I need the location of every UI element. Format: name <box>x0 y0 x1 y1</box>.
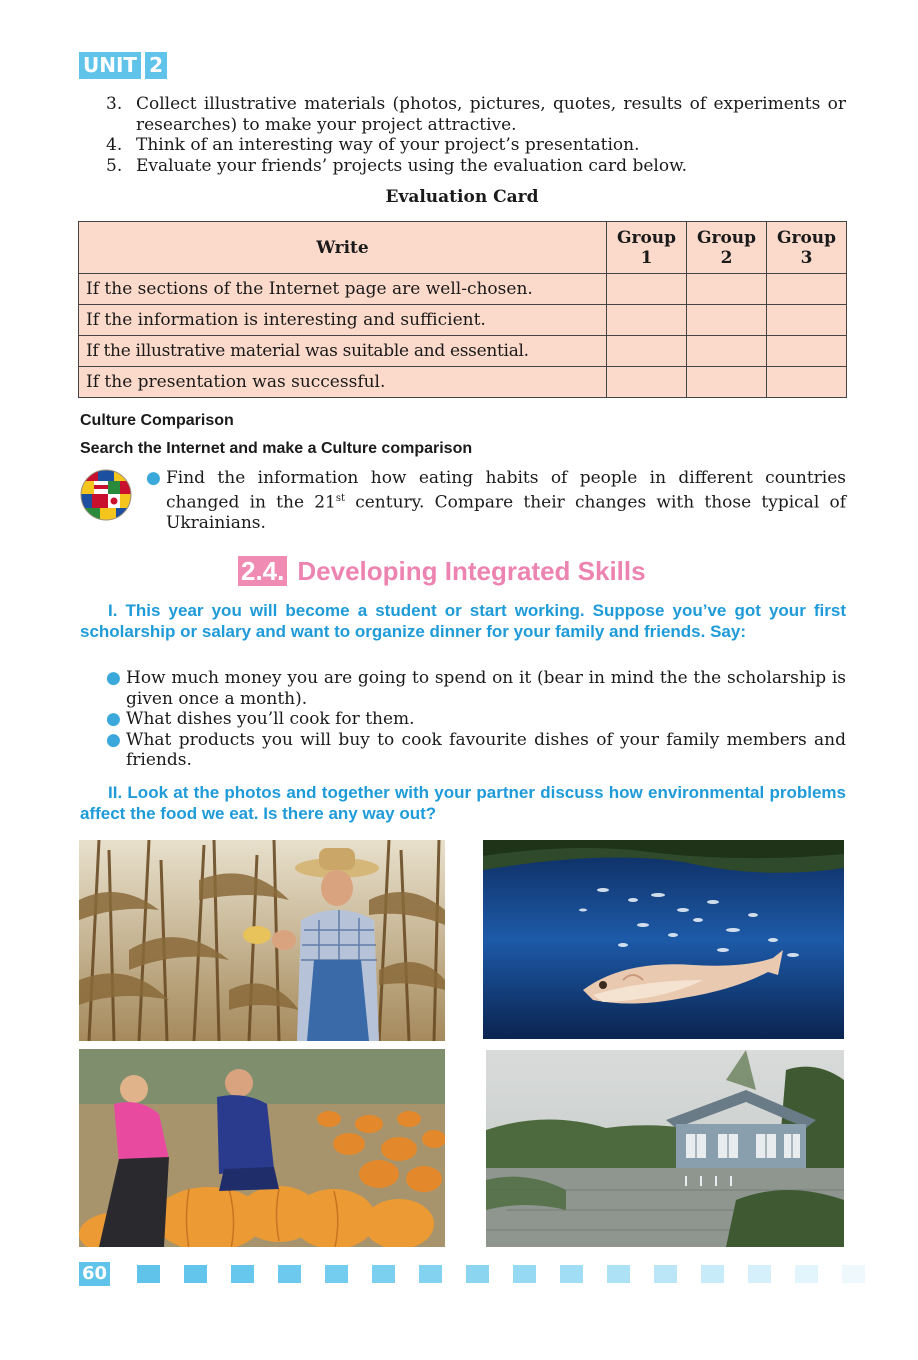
unit-badge <box>79 52 167 79</box>
instruction-2: II. Look at the photos and together with your partner discuss how environmental problems affect the food we eat. Is there any way out? <box>80 783 846 823</box>
culture-task: ● Find the information how eating habits of people in different countries changed in the 21st century. Compare their changes with those typical of Ukrainians. <box>146 468 846 533</box>
table-row <box>79 274 847 305</box>
evaluation-card-title: Evaluation Card <box>385 187 539 207</box>
score-cell <box>687 336 767 367</box>
table-row <box>79 305 847 336</box>
row-criterion: If the sections of the Internet page are well-chosen. <box>79 274 607 305</box>
header-write: Write <box>79 222 607 274</box>
row-criterion: If the information is interesting and sufficient. <box>79 305 607 336</box>
score-cell <box>607 367 687 398</box>
culture-comparison-subtitle: Search the Internet and make a Culture comparison <box>80 440 473 457</box>
header-group-2: Group 2 <box>687 222 767 274</box>
evaluation-table <box>78 221 847 398</box>
bullet-icon: ● <box>106 668 121 688</box>
row-criterion: If the presentation was successful. <box>79 367 607 398</box>
list-item: ● What products you will buy to cook favourite dishes of your family members and friends. <box>106 729 846 770</box>
score-cell <box>687 305 767 336</box>
page-number: 60 <box>79 1262 110 1286</box>
section-title: Developing Integrated Skills <box>297 555 646 586</box>
unit-number: 2 <box>145 52 167 79</box>
table-row <box>79 367 847 398</box>
bullet-icon: ● <box>146 468 161 488</box>
decorative-squares <box>137 1265 865 1283</box>
bullet-icon: ● <box>106 709 121 729</box>
score-cell <box>607 274 687 305</box>
photo-pumpkin-harvest <box>79 1049 445 1247</box>
photo-flooded-house <box>486 1050 844 1247</box>
list-item: 4. Think of an interesting way of your project’s presentation. <box>106 135 640 155</box>
header-group-1: Group 1 <box>607 222 687 274</box>
row-criterion: If the illustrative material was suitable and essential. <box>79 336 607 367</box>
list-item: ● How much money you are going to spend on it (bear in mind the the scholarship is given once a month). <box>106 668 846 709</box>
score-cell <box>687 274 767 305</box>
section-heading <box>238 555 646 587</box>
photo-farmer-dry-corn <box>79 840 445 1041</box>
instruction-1: I. This year you will become a student or start working. Suppose you’ve got your first scholarship or salary and want to organize dinner for your family and friends. Say: <box>80 601 846 641</box>
score-cell <box>687 367 767 398</box>
table-row <box>79 336 847 367</box>
score-cell <box>607 336 687 367</box>
say-list <box>106 668 846 771</box>
header-group-3: Group 3 <box>767 222 847 274</box>
list-item: 5. Evaluate your friends’ projects using the evaluation card below. <box>106 155 688 176</box>
list-item: 3. Collect illustrative materials (photos, pictures, quotes, results of experiments or researches) to make your project attractive. <box>106 94 846 135</box>
culture-comparison-title: Culture Comparison <box>80 412 234 429</box>
flags-globe-icon <box>80 469 132 521</box>
task-list <box>106 94 846 176</box>
score-cell <box>767 274 847 305</box>
unit-label: UNIT <box>79 52 141 79</box>
bullet-icon: ● <box>106 729 121 750</box>
list-item: ● What dishes you’ll cook for them. <box>106 709 415 729</box>
score-cell <box>767 305 847 336</box>
score-cell <box>607 305 687 336</box>
table-header-row <box>79 222 847 274</box>
section-number: 2.4. <box>238 556 287 586</box>
score-cell <box>767 367 847 398</box>
photo-dead-fish-water <box>483 840 844 1039</box>
score-cell <box>767 336 847 367</box>
